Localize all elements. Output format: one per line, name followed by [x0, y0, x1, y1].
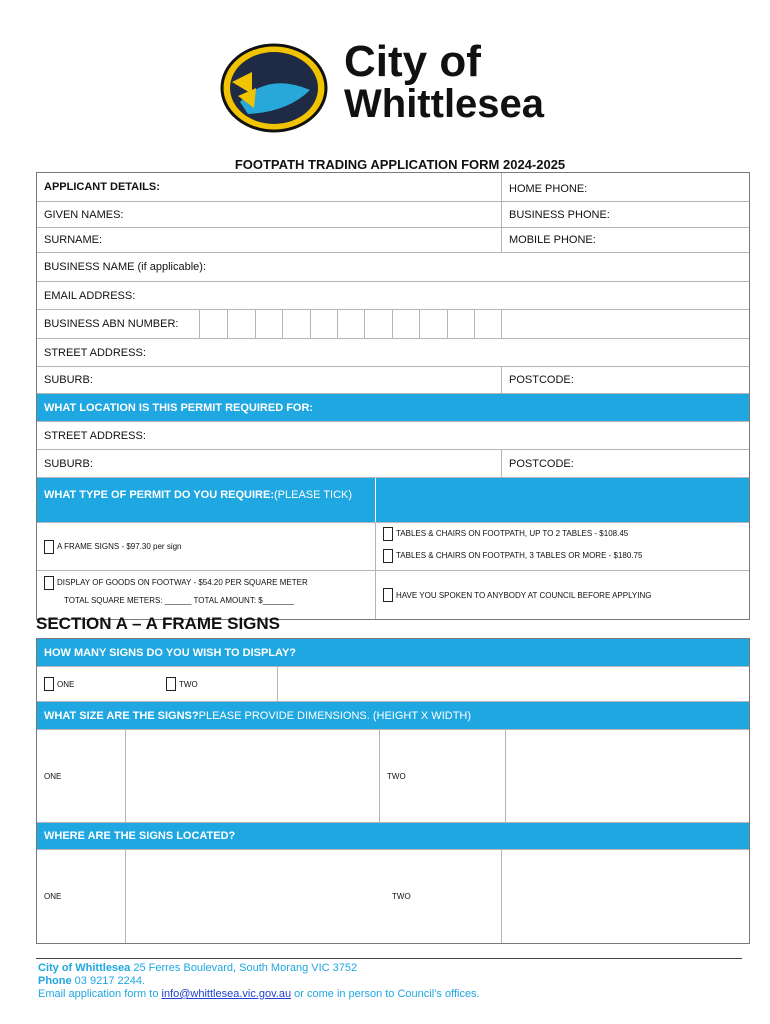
surname-field[interactable]: SURNAME:	[44, 234, 103, 246]
business-name-row	[37, 253, 749, 282]
abn-digit-box[interactable]	[337, 310, 365, 338]
where-heading-row	[37, 823, 749, 850]
tables-options	[375, 523, 749, 570]
size-heading	[37, 702, 749, 729]
abn-digit-box[interactable]	[392, 310, 420, 338]
tables-2-checkbox[interactable]	[383, 527, 393, 541]
permit-row-2	[37, 571, 749, 619]
display-goods-label: DISPLAY OF GOODS ON FOOTWAY - $54.20 PER SQUARE METER	[57, 578, 308, 588]
sign-count-blank	[277, 667, 749, 701]
a-frame-checkbox[interactable]	[44, 540, 54, 554]
size-row	[37, 730, 749, 823]
location-suburb-field[interactable]: SUBURB:	[44, 457, 93, 470]
section-a-form	[36, 638, 750, 944]
where-two-input[interactable]	[501, 850, 749, 943]
sign-count-two-label: TWO	[179, 679, 198, 689]
postcode-field[interactable]: POSTCODE:	[501, 367, 749, 393]
location-heading-row	[37, 394, 749, 422]
street-address-field[interactable]: STREET ADDRESS:	[44, 346, 146, 359]
footer-org: City of Whittlesea	[38, 962, 131, 974]
spoken-option[interactable]	[375, 571, 749, 619]
permit-heading-bold: WHAT TYPE OF PERMIT DO YOU REQUIRE:	[44, 489, 274, 501]
where-heading: WHERE ARE THE SIGNS LOCATED?	[44, 830, 236, 842]
spoken-label: HAVE YOU SPOKEN TO ANYBODY AT COUNCIL BEFORE APPLYING	[396, 590, 652, 600]
sign-count-two-option[interactable]	[159, 667, 277, 701]
where-one-label: ONE	[44, 892, 62, 901]
where-one-input[interactable]	[125, 850, 379, 943]
footer-email-link[interactable]: info@whittlesea.vic.gov.au	[161, 988, 292, 1000]
tables-3-label: TABLES & CHAIRS ON FOOTPATH, 3 TABLES OR MORE - $180.75	[396, 551, 643, 561]
size-one-label: ONE	[44, 771, 62, 781]
display-goods-totals: TOTAL SQUARE METERS: ______ TOTAL AMOUNT: $_______	[64, 596, 294, 605]
how-many-heading: HOW MANY SIGNS DO YOU WISH TO DISPLAY?	[44, 646, 297, 659]
form-title: FOOTPATH TRADING APPLICATION FORM 2024-2025	[234, 157, 566, 172]
tables-3-checkbox[interactable]	[383, 549, 393, 563]
size-heading-rest: PLEASE PROVIDE DIMENSIONS. (HEIGHT X WIDTH)	[198, 709, 472, 722]
abn-digit-box[interactable]	[419, 310, 447, 338]
location-street-row	[37, 422, 749, 450]
street-row	[37, 339, 749, 367]
where-row	[37, 850, 749, 943]
permit-heading-rest: (PLEASE TICK)	[274, 489, 353, 501]
tables-2-label: TABLES & CHAIRS ON FOOTPATH, UP TO 2 TABLES - $108.45	[396, 529, 629, 539]
email-row	[37, 282, 749, 310]
abn-label: BUSINESS ABN NUMBER:	[44, 318, 179, 330]
size-two-label: TWO	[379, 730, 505, 822]
abn-digit-box[interactable]	[447, 310, 475, 338]
size-heading-bold: WHAT SIZE ARE THE SIGNS?	[44, 709, 199, 722]
sign-count-two-checkbox[interactable]	[166, 677, 176, 691]
applicant-details-label: APPLICANT DETAILS:	[44, 181, 160, 193]
abn-digit-box[interactable]	[282, 310, 310, 338]
sign-count-one-label: ONE	[57, 679, 75, 689]
given-names-field[interactable]: GIVEN NAMES:	[44, 208, 124, 221]
brand-name-line1: City of	[344, 37, 481, 86]
abn-digit-box[interactable]	[199, 310, 227, 338]
applicant-form	[36, 172, 750, 620]
permit-row-1	[37, 523, 749, 571]
location-street-field[interactable]: STREET ADDRESS:	[44, 429, 146, 442]
suburb-row	[37, 367, 749, 394]
display-goods-option[interactable]	[37, 571, 375, 619]
permit-heading	[37, 478, 375, 522]
size-heading-row	[37, 702, 749, 730]
abn-digit-box[interactable]	[227, 310, 255, 338]
abn-digit-box[interactable]	[310, 310, 338, 338]
footer-phone-label: Phone	[38, 975, 72, 987]
sign-count-one-option[interactable]	[37, 667, 159, 701]
a-frame-label: A FRAME SIGNS - $97.30 per sign	[57, 542, 182, 551]
abn-digit-box[interactable]	[474, 310, 502, 338]
suburb-field[interactable]: SUBURB:	[44, 374, 93, 386]
how-many-heading-row	[37, 639, 749, 667]
email-field[interactable]: EMAIL ADDRESS:	[44, 289, 136, 302]
spoken-checkbox[interactable]	[383, 588, 393, 602]
how-many-options-row	[37, 667, 749, 702]
abn-digit-box[interactable]	[364, 310, 392, 338]
footer-email-suffix: or come in person to Council’s offices.	[291, 988, 480, 1000]
abn-digit-box[interactable]	[255, 310, 283, 338]
location-heading: WHAT LOCATION IS THIS PERMIT REQUIRED FOR:	[44, 401, 314, 414]
footer-email-prefix: Email application form to	[38, 988, 162, 1000]
where-two-label: TWO	[392, 892, 411, 901]
section-a-title: SECTION A – A FRAME SIGNS	[36, 614, 281, 633]
home-phone-field[interactable]: HOME PHONE:	[501, 173, 749, 201]
abn-extra-box	[501, 310, 749, 338]
location-suburb-row	[37, 450, 749, 478]
applicant-row-1	[37, 173, 749, 202]
business-phone-field[interactable]: BUSINESS PHONE:	[501, 202, 749, 227]
applicant-row-3	[37, 228, 749, 253]
brand-name-line2: Whittlesea	[344, 82, 545, 126]
mobile-phone-field[interactable]: MOBILE PHONE:	[501, 228, 749, 252]
size-two-input[interactable]	[505, 730, 749, 822]
footer	[38, 962, 480, 1001]
permit-heading-row	[37, 478, 749, 523]
footer-divider	[36, 958, 742, 959]
tables-2-option[interactable]	[383, 527, 742, 549]
sign-count-one-checkbox[interactable]	[44, 677, 54, 691]
display-goods-checkbox[interactable]	[44, 576, 54, 590]
permit-heading-blank	[375, 478, 749, 522]
location-postcode-field[interactable]: POSTCODE:	[501, 450, 749, 477]
abn-row	[37, 310, 749, 339]
city-logo-icon	[218, 42, 330, 134]
footer-address: 25 Ferres Boulevard, South Morang VIC 3752	[130, 962, 358, 974]
applicant-row-2	[37, 202, 749, 228]
tables-3-option[interactable]	[383, 549, 742, 563]
business-name-field[interactable]: BUSINESS NAME (if applicable):	[44, 261, 206, 273]
footer-phone: 03 9217 2244.	[71, 975, 146, 987]
a-frame-option[interactable]	[37, 523, 375, 570]
size-one-input[interactable]	[125, 730, 379, 822]
